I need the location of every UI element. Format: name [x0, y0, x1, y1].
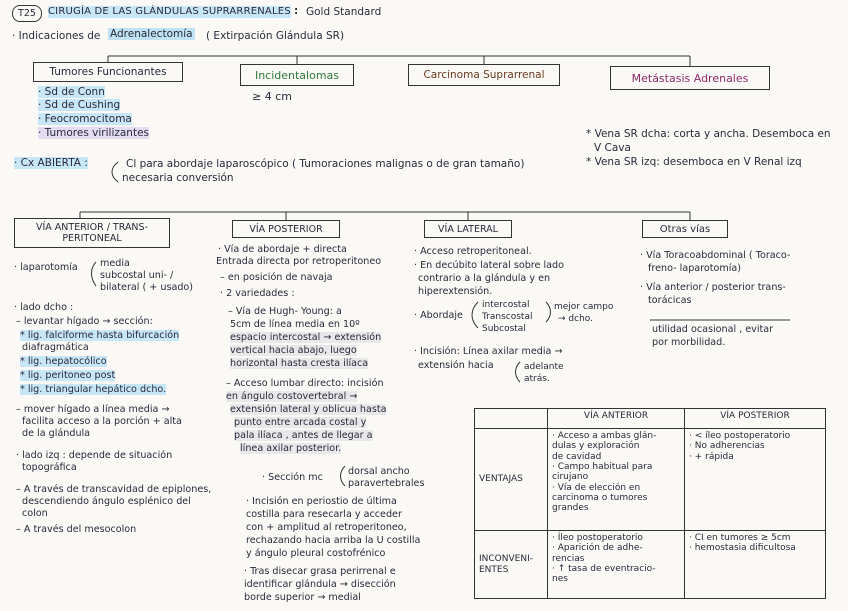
posterior-line: – Acceso lumbar directo: incisión — [226, 378, 384, 389]
anterior-line: – A través de transcavidad de epiplones, — [16, 484, 212, 495]
anterior-line: * lig. falciforme hasta bifurcación — [20, 330, 180, 341]
anterior-laparotomia-media: media — [100, 258, 130, 269]
posterior-line: vertical hacia abajo, luego — [230, 345, 357, 356]
category-incidentalomas — [240, 64, 354, 86]
category-label: Incidentalomas — [254, 68, 340, 82]
anterior-line: * lig. hepatocólico — [20, 356, 107, 367]
anterior-line: – A través del mesocolon — [16, 524, 137, 535]
brace-incision — [516, 362, 521, 382]
anterior-laparotomia-bilateral: bilateral ( + usado) — [100, 282, 194, 293]
via-label: VÍA LATERAL — [438, 223, 498, 235]
anterior-line: topográfica — [22, 462, 77, 473]
category-metastasis — [610, 66, 770, 90]
cx-abierta-line: Cl para abordaje laparoscópico ( Tumoraciones malignas o de gran tamaño) — [126, 158, 525, 170]
table-cell — [548, 429, 685, 531]
topic-code-badge: T25 — [12, 5, 42, 22]
lateral-abordaje-option: Subcostal — [482, 324, 526, 334]
tumor-item: · Sd de Cushing — [38, 99, 121, 111]
anterior-line: · lado izq : depende de situación — [16, 450, 173, 461]
anterior-line: – levantar hígado → sección: — [16, 316, 153, 327]
otras-line: utilidad ocasional , evitar — [652, 324, 774, 335]
anterior-line: facilita acceso a la porción + alta — [22, 416, 182, 427]
anterior-line: · lado dcho : — [14, 302, 74, 313]
indicaciones-rest: ( Extirpación Glándula SR) — [206, 30, 345, 42]
posterior-line: – en posición de navaja — [220, 272, 333, 283]
via-label: PERITONEAL — [62, 233, 122, 244]
lateral-line: · Acceso retroperitoneal. — [414, 246, 532, 257]
tumor-item: · Tumores virilizantes — [38, 127, 150, 139]
posterior-line: 5cm de línea media en 10º — [230, 319, 360, 330]
category-label: Tumores Funcionantes — [49, 66, 167, 78]
table-cell-line: carcinoma o tumores — [552, 493, 648, 504]
posterior-seccion: · Sección mc — [262, 472, 323, 483]
brace-cx — [112, 162, 118, 182]
posterior-line: Entrada directa por retroperitoneo — [216, 256, 382, 267]
table-col-header: VÍA ANTERIOR — [548, 409, 685, 429]
table-cell-line: · ↑ tasa de eventracio- — [552, 564, 656, 575]
table-row-header-line: ENTES — [479, 564, 509, 575]
posterior-line: rechazando hacia arriba la U costilla — [246, 535, 421, 546]
cx-abierta-label: · Cx ABIERTA : — [14, 157, 88, 169]
posterior-line: · Vía de abordaje + directa — [218, 244, 347, 255]
table-row-header — [475, 531, 548, 599]
table-cell-line: · Campo habitual para — [552, 462, 653, 473]
category-carcinoma — [408, 64, 560, 86]
anterior-line: – mover hígado a línea media → — [16, 404, 170, 415]
anterior-line: * lig. triangular hepático dcho. — [20, 384, 167, 395]
lateral-line: extensión hacia — [418, 360, 494, 371]
table-row — [475, 429, 826, 531]
lateral-line: · Incisión: Línea axilar media → — [414, 346, 563, 357]
lateral-campo: → dcho. — [558, 314, 593, 324]
posterior-line: · Tras disecar grasa perirrenal e — [244, 566, 396, 577]
anterior-line: de la glándula — [22, 428, 91, 439]
otras-line: · Vía Toracoabdominal ( Toraco- — [640, 250, 791, 261]
posterior-line: línea axilar posterior. — [240, 443, 342, 454]
category-label: Metástasis Adrenales — [631, 71, 749, 85]
posterior-line: identificar glándula → disección — [244, 579, 396, 590]
table-col-header: VÍA POSTERIOR — [685, 409, 826, 429]
table-cell-line: · hemostasia dificultosa — [689, 543, 796, 554]
table-cell-line: de cavidad — [552, 451, 602, 462]
table-cell-line: · Aparición de adhe- — [552, 543, 643, 554]
vena-note: * Vena SR dcha: corta y ancha. Desemboca en — [586, 128, 831, 140]
lateral-abordaje-option: Transcostal — [482, 312, 533, 322]
lateral-abordaje-option: intercostal — [482, 300, 530, 310]
vena-note: * Vena SR izq: desemboca en V Renal izq — [586, 156, 802, 168]
otras-line: por morbilidad. — [652, 337, 726, 348]
table-cell-line: · + rápida — [689, 451, 734, 462]
table-cell-line: · No adherencias — [689, 441, 765, 452]
table-cell — [685, 531, 826, 599]
posterior-seccion-mc: dorsal ancho — [348, 466, 410, 477]
otras-vias-box — [642, 220, 728, 238]
table-row-header-line: INCONVENI- — [479, 554, 533, 565]
otras-line: · Vía anterior / posterior trans- — [640, 282, 786, 293]
branch-drops-vias — [80, 212, 690, 220]
lateral-line: · En decúbito lateral sobre lado — [414, 260, 564, 271]
cx-abierta-line: necesaria conversión — [122, 172, 234, 184]
table-cell-line: · Íleo postoperatorio — [552, 533, 643, 543]
posterior-line: punto entre arcada costal y — [234, 417, 367, 428]
incidentaloma-size: ≥ 4 cm — [252, 90, 292, 103]
table-cell-line: · Acceso a ambas glán- — [552, 431, 657, 441]
posterior-line: extensión lateral y oblicua hasta — [230, 404, 387, 415]
indicaciones-term: Adrenalectomía — [110, 28, 193, 40]
anterior-line: descendiendo ángulo esplénico del — [22, 496, 191, 507]
posterior-line: pala ilíaca , antes de llegar a — [234, 430, 373, 441]
via-label: Otras vías — [659, 223, 711, 235]
anterior-line: * lig. peritoneo post — [20, 370, 116, 381]
page-title: CIRUGÍA DE LAS GLÁNDULAS SUPRARRENALES — [48, 6, 291, 17]
via-anterior-box — [14, 218, 170, 248]
lateral-incision-dir: atrás. — [524, 374, 550, 384]
via-posterior-box — [232, 220, 340, 238]
table-cell-line: grandes — [552, 503, 589, 514]
table-cell-line: cirujano — [552, 472, 589, 483]
posterior-line: · Incisión en periostio de última — [246, 496, 397, 507]
posterior-line: con + amplitud al retroperitoneo, — [246, 522, 407, 533]
branch-drops-top — [108, 56, 690, 66]
table-cell-line: dulas y exploración — [552, 441, 640, 452]
category-tumores-funcionantes — [33, 62, 183, 82]
otras-line: freno- laparotomía) — [648, 263, 742, 274]
anterior-line: diafragmática — [22, 342, 89, 353]
anterior-laparotomia: · laparotomía — [14, 262, 78, 273]
via-lateral-box — [424, 220, 512, 238]
table-header-row — [475, 409, 826, 429]
table-cell — [685, 429, 826, 531]
table-row-header: VENTAJAS — [475, 429, 548, 531]
table-cell-line: · Vía de elección en — [552, 482, 641, 493]
posterior-seccion-mc: paravertebrales — [348, 478, 425, 489]
table-cell-line: · CI en tumores ≥ 5cm — [689, 533, 791, 543]
lateral-abordaje: · Abordaje — [414, 310, 463, 321]
posterior-line: · 2 variedades : — [220, 288, 295, 299]
posterior-line: borde superior → medial — [244, 592, 361, 603]
via-label: VÍA ANTERIOR / TRANS- — [35, 222, 149, 233]
otras-line: torácicas — [648, 295, 692, 306]
category-label: Carcinoma Suprarrenal — [423, 69, 545, 81]
posterior-line: y ángulo pleural costofrénico — [246, 548, 386, 559]
indicaciones-prefix: · Indicaciones de — [12, 30, 101, 42]
page-subtitle: Gold Standard — [306, 6, 382, 18]
table-cell-line: rencias — [552, 553, 585, 564]
table-cell-line: · < íleo postoperatorio — [689, 431, 791, 441]
posterior-line: espacio intercostal → extensión — [230, 332, 382, 343]
vena-note: V Cava — [594, 142, 631, 154]
table-row — [475, 531, 826, 599]
lateral-campo: mejor campo — [554, 302, 614, 312]
via-label: VÍA POSTERIOR — [249, 223, 323, 235]
table-cell-line: nes — [552, 574, 568, 585]
anterior-line: colon — [22, 508, 48, 519]
posterior-line: en ángulo costovertebral → — [226, 391, 358, 402]
comparison-table — [474, 408, 826, 599]
anterior-laparotomia-subcostal: subcostal uni- / — [100, 270, 174, 281]
tumor-item: · Sd de Conn — [38, 86, 105, 98]
brace-campo — [546, 302, 551, 322]
brace-abordaje — [472, 302, 478, 328]
lateral-incision-dir: adelante — [524, 362, 564, 372]
posterior-line: – Vía de Hugh- Young: a — [228, 306, 342, 317]
brace-laparotomia — [92, 262, 97, 286]
table-cell — [548, 531, 685, 599]
tumor-item: · Feocromocitoma — [38, 113, 132, 125]
posterior-line: horizontal hasta cresta ilíaca — [230, 358, 369, 369]
lateral-line: contrario a la glándula y en — [418, 273, 551, 284]
table-corner — [475, 409, 548, 429]
lateral-line: hiperextensión. — [418, 286, 493, 297]
brace-seccion — [341, 466, 346, 486]
posterior-line: costilla para resecarla y acceder — [246, 509, 402, 520]
title-colon: : — [294, 5, 299, 17]
